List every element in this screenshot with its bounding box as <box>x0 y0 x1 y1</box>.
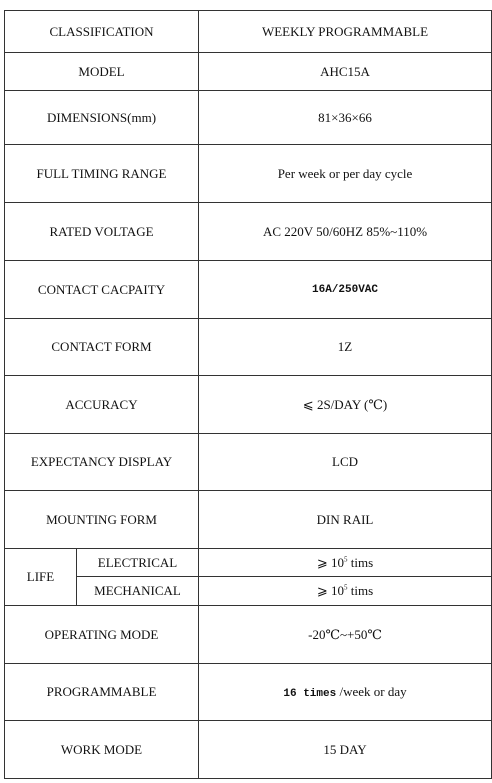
life-electrical-value: ⩾ $10^5$ tims <box>199 549 492 577</box>
life-electrical-label: ELECTRICAL <box>77 549 199 577</box>
row-value: AHC15A <box>199 53 492 91</box>
row-label: PROGRAMMABLE <box>5 664 199 721</box>
row-label: CLASSIFICATION <box>5 11 199 53</box>
row-value: AC 220V 50/60HZ 85%~110% <box>199 203 492 261</box>
table-row <box>5 203 492 261</box>
row-label: DIMENSIONS(mm) <box>5 91 199 145</box>
table-row <box>5 261 492 319</box>
table-row <box>5 145 492 203</box>
table-row <box>5 664 492 721</box>
row-value: -20℃~+50℃ <box>199 606 492 664</box>
table-row <box>5 11 492 53</box>
row-value: WEEKLY PROGRAMMABLE <box>199 11 492 53</box>
table-row <box>5 606 492 664</box>
row-value: 16 times /week or day <box>199 664 492 721</box>
row-label: MODEL <box>5 53 199 91</box>
table-row <box>5 319 492 376</box>
spec-table <box>4 10 492 779</box>
row-label: OPERATING MODE <box>5 606 199 664</box>
row-value: LCD <box>199 434 492 491</box>
row-value: 81×36×66 <box>199 91 492 145</box>
table-row <box>5 91 492 145</box>
life-label: LIFE <box>5 549 77 606</box>
row-label: WORK MODE <box>5 721 199 779</box>
table-row <box>5 721 492 779</box>
table-row <box>5 577 492 606</box>
life-mechanical-value: ⩾ $10^5$ tims <box>199 577 492 606</box>
row-value: 15 DAY <box>199 721 492 779</box>
row-label: EXPECTANCY DISPLAY <box>5 434 199 491</box>
row-value: DIN RAIL <box>199 491 492 549</box>
row-label: CONTACT FORM <box>5 319 199 376</box>
row-value: 16A/250VAC <box>199 261 492 319</box>
row-label: FULL TIMING RANGE <box>5 145 199 203</box>
life-mechanical-label: MECHANICAL <box>77 577 199 606</box>
row-label: MOUNTING FORM <box>5 491 199 549</box>
row-value: ⩽ 2S/DAY (℃) <box>199 376 492 434</box>
table-row <box>5 549 492 577</box>
table-row <box>5 376 492 434</box>
table-row <box>5 434 492 491</box>
row-label: RATED VOLTAGE <box>5 203 199 261</box>
row-label: CONTACT CACPAITY <box>5 261 199 319</box>
table-row <box>5 53 492 91</box>
row-label: ACCURACY <box>5 376 199 434</box>
row-value: Per week or per day cycle <box>199 145 492 203</box>
table-row <box>5 491 492 549</box>
row-value: 1Z <box>199 319 492 376</box>
